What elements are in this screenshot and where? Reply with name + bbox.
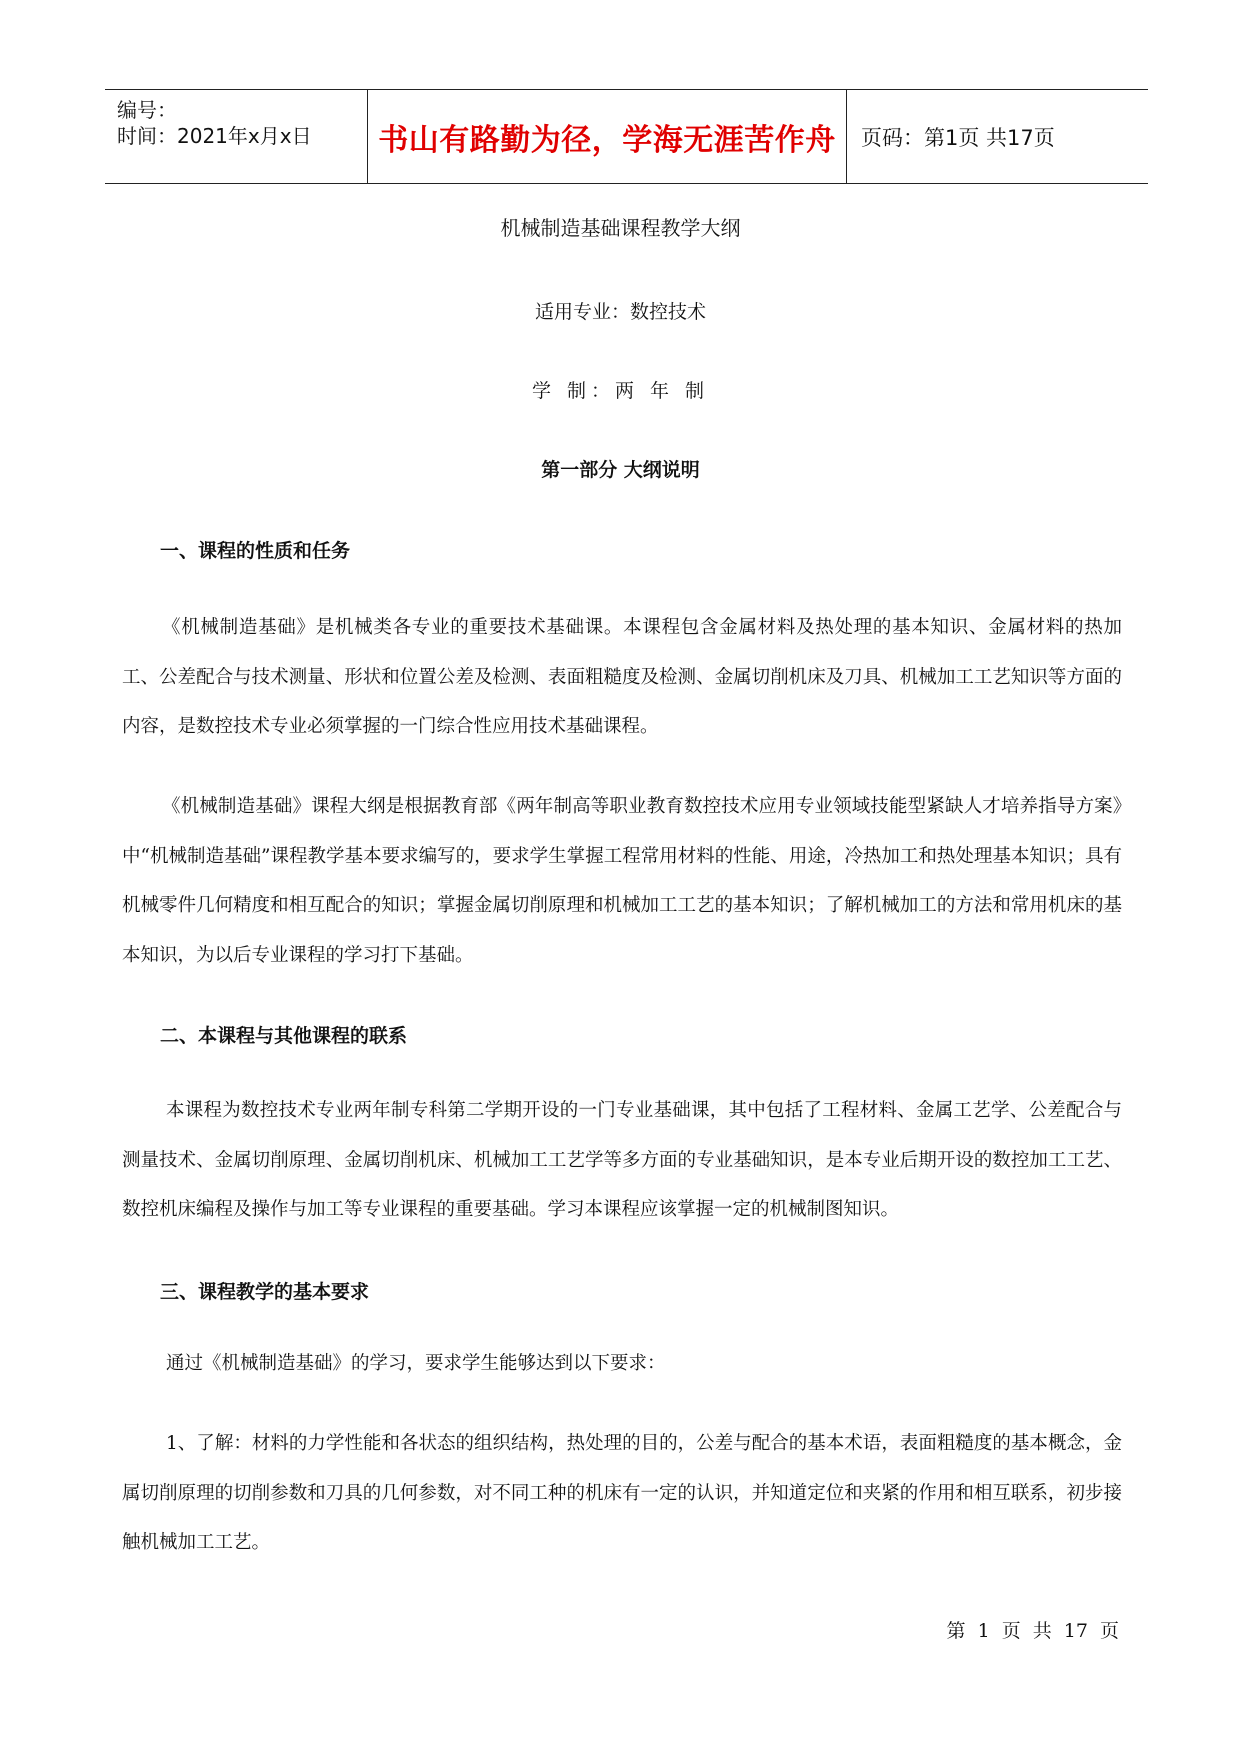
page-code: 页码：第1页 共17页 bbox=[861, 125, 1055, 150]
page-footer: 第 1 页 共 17 页 bbox=[946, 1620, 1119, 1642]
paragraph-2: 《机械制造基础》课程大纲是根据教育部《两年制高等职业教育数控技术应用专业领域技能型紧缺人才培养指导方案》中“机械制造基础”课程教学基本要求编写的，要求学生掌握工程常用材料的性能、用途，冷热加工和热处理基本知识；具有机械零件几何精度和相互配合的知识；掌握金属切削原理和机械加工工艺的基本知识；了解机械加工的方法和常用机床的基本知识，为以后专业课程的学习打下基础。 bbox=[122, 796, 1122, 966]
school-system: 学 制：两 年 制 bbox=[531, 380, 710, 402]
motto-text: 书山有路勤为径，学海无涯苦作舟 bbox=[378, 122, 836, 158]
document-title: 机械制造基础课程教学大纲 bbox=[500, 216, 741, 240]
paragraph-3: 本课程为数控技术专业两年制专科第二学期开设的一门专业基础课，其中包括了工程材料、金属工艺学、公差配合与测量技术、金属切削原理、金属切削机床、机械加工工艺学等多方面的专业基础知识，是本专业后期开设的数控加工工艺、数控机床编程及操作与加工等专业课程的重要基础。学习本课程应该掌握一定的机械制图知识。 bbox=[122, 1100, 1122, 1220]
header-motto-cell bbox=[367, 90, 847, 183]
header-page-cell bbox=[847, 90, 1148, 183]
section-heading-2: 二、本课程与其他课程的联系 bbox=[160, 1025, 408, 1047]
section-heading-3: 三、课程教学的基本要求 bbox=[160, 1281, 370, 1303]
header-info-cell bbox=[105, 90, 367, 183]
section-heading-1: 一、课程的性质和任务 bbox=[160, 540, 351, 562]
part-title: 第一部分 大纲说明 bbox=[541, 459, 700, 481]
time-label: 时间：2021年x月x日 bbox=[117, 124, 312, 148]
header-table bbox=[105, 89, 1148, 184]
paragraph-5: 1、了解：材料的力学性能和各状态的组织结构，热处理的目的，公差与配合的基本术语，表面粗糙度的基本概念，金属切削原理的切削参数和刀具的几何参数，对不同工种的机床有一定的认识，并知道定位和夹紧的作用和相互联系，初步接触机械加工工艺。 bbox=[122, 1433, 1122, 1553]
paragraph-4: 通过《机械制造基础》的学习，要求学生能够达到以下要求： bbox=[166, 1353, 666, 1374]
number-label: 编号： bbox=[117, 98, 177, 122]
paragraph-1: 《机械制造基础》是机械类各专业的重要技术基础课。本课程包含金属材料及热处理的基本知识、金属材料的热加工、公差配合与技术测量、形状和位置公差及检测、表面粗糙度及检测、金属切削机床及刀具、机械加工工艺知识等方面的内容，是数控技术专业必须掌握的一门综合性应用技术基础课程。 bbox=[122, 617, 1122, 737]
applicable-major: 适用专业：数控技术 bbox=[534, 301, 706, 323]
